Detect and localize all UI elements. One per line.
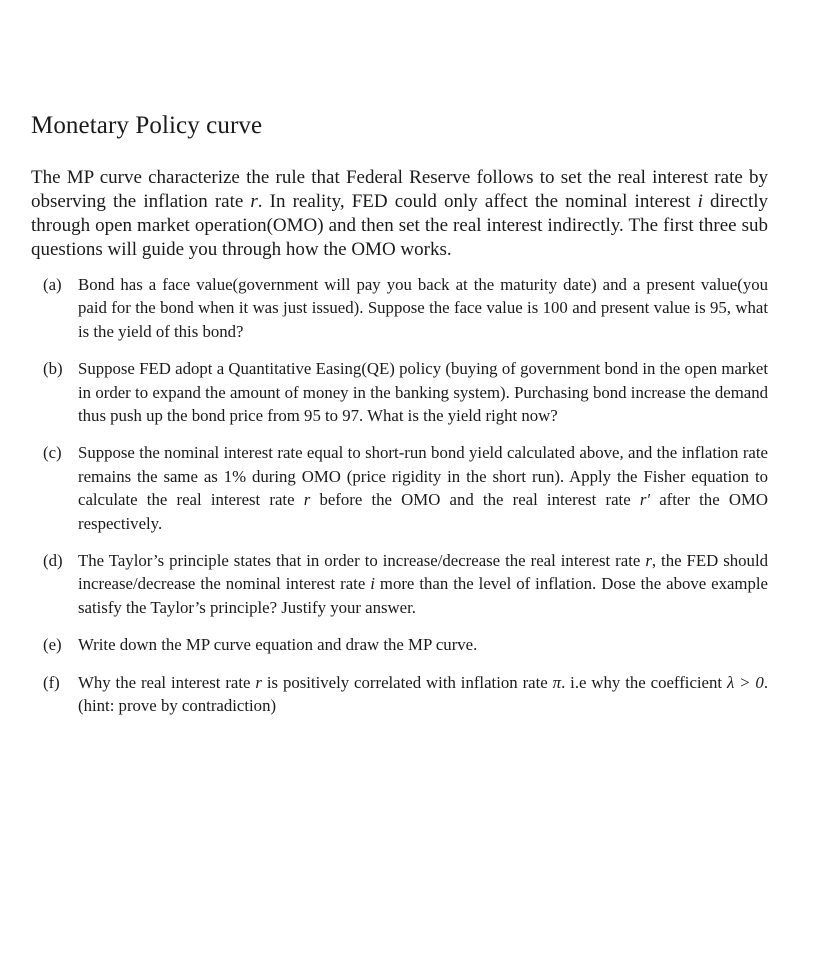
intro-text-3: directly through open market operation(OMO) and then set the real interest indirectly. The first three sub questions will guide you through how the OMO works.: [31, 191, 769, 260]
symbol-i: i: [370, 574, 375, 594]
document-page: [31, 112, 768, 732]
symbol-r: r: [645, 551, 652, 571]
question-text: [78, 671, 768, 718]
intro-text-1: The MP curve characterize the rule that Federal Reserve follows to set the real interest rate by observing the inflation rate: [31, 167, 768, 212]
question-text-part: Suppose the nominal interest rate equal to short-run bond yield calculated above, and the inflation rate remains the same as 1% during OMO (price rigidity in the short run). Apply the Fisher equation to calculate the real interest rate: [78, 443, 768, 510]
section-title: Monetary Policy curve: [31, 112, 263, 139]
question-text-part: before the OMO and the real interest rate: [310, 490, 640, 510]
symbol-r: r: [303, 490, 311, 510]
question-label: (d): [43, 551, 63, 571]
symbol-r-prime: r′: [639, 490, 651, 510]
symbol-r: r: [255, 672, 262, 692]
question-f: [31, 671, 768, 718]
question-a: [31, 273, 768, 343]
intro-paragraph: [31, 166, 768, 262]
question-c: [31, 441, 768, 535]
question-text: Write down the MP curve equation and draw the MP curve.: [78, 635, 478, 655]
question-label: (c): [43, 443, 62, 463]
question-b: [31, 357, 768, 427]
question-text-part: The Taylor’s principle states that in order to increase/decrease the real interest rate: [78, 551, 646, 571]
question-text-part: . i.e why the coefficient: [561, 672, 727, 692]
question-label: (f): [43, 672, 60, 692]
question-text: Bond has a face value(government will pay you back at the maturity date) and a present value(you paid for the bond when it was just issued). Suppose the face value is 100 and present value is 95, what is the yield of this bond?: [78, 275, 768, 341]
question-label: (e): [43, 635, 62, 655]
question-d: [31, 549, 768, 619]
question-list: [31, 273, 768, 718]
question-text: [78, 549, 768, 619]
symbol-pi: π: [552, 672, 562, 692]
symbol-i: i: [697, 191, 703, 212]
question-text-part: more than the level of inflation. Dose the above example satisfy the Taylor’s principle? Justify your answer.: [78, 574, 768, 617]
symbol-lambda-inequality: λ > 0: [726, 672, 764, 692]
intro-text-2: . In reality, FED could only affect the nominal interest: [257, 191, 698, 212]
question-text-part: is positively correlated with inflation rate: [261, 672, 553, 692]
question-text: [78, 441, 768, 535]
question-text-part: . (hint: prove by contradiction): [78, 672, 769, 716]
symbol-r: r: [250, 191, 258, 212]
question-text-part: after the OMO respectively.: [78, 490, 768, 533]
question-e: [31, 633, 768, 656]
question-text-part: Why the real interest rate: [78, 672, 256, 692]
question-label: (a): [43, 275, 62, 294]
question-text-part: , the FED should increase/decrease the nominal interest rate: [78, 551, 768, 594]
question-text: Suppose FED adopt a Quantitative Easing(QE) policy (buying of government bond in the open market in order to expand the amount of money in the banking system). Purchasing bond increase the demand thus push up the bond price from 95 to 97. What is the yield right now?: [78, 359, 768, 426]
question-label: (b): [43, 359, 63, 379]
